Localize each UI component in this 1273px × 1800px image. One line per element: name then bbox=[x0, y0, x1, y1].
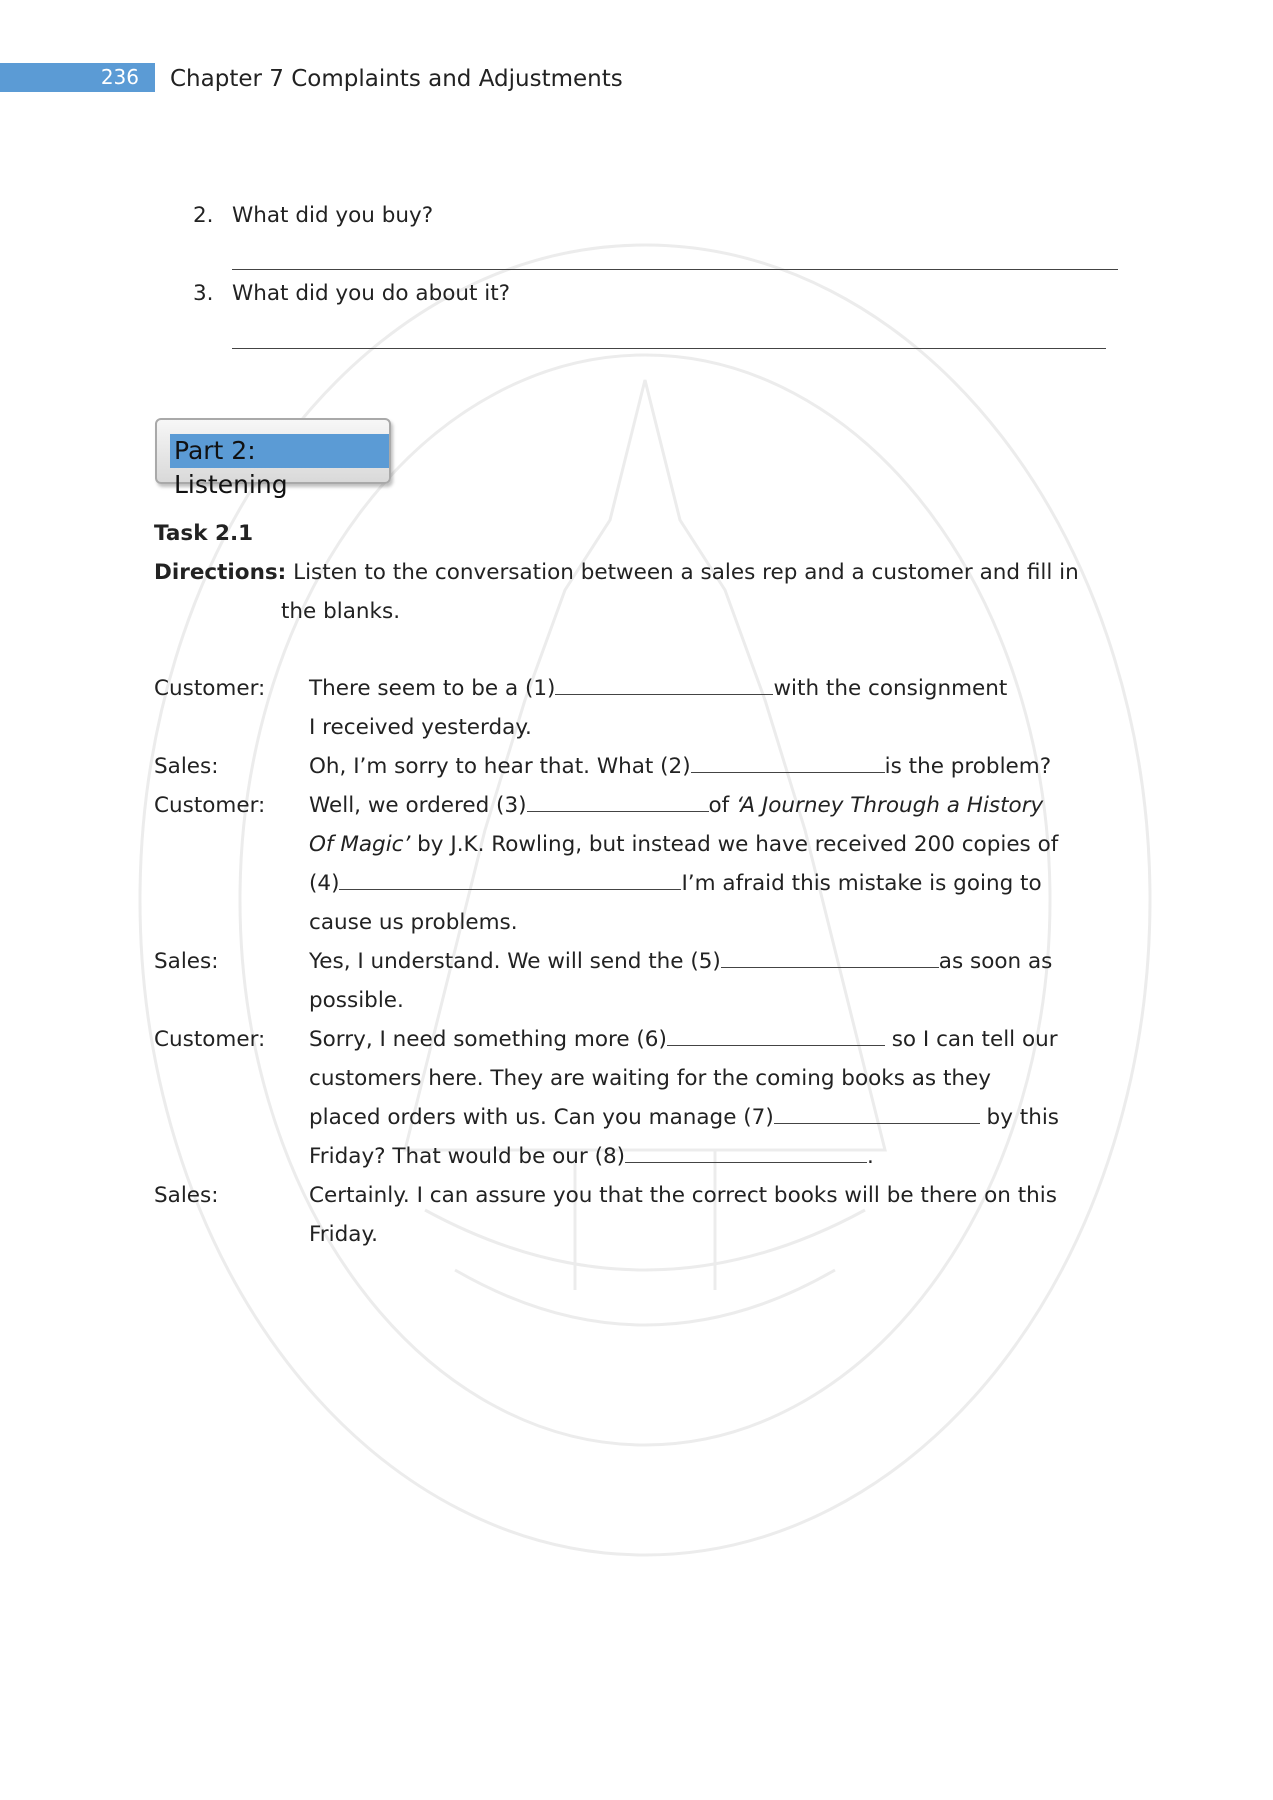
blank-2[interactable] bbox=[691, 748, 885, 773]
directions-label: Directions: bbox=[154, 560, 287, 585]
dialogue-text: There seem to be a (1) bbox=[309, 676, 556, 701]
dialogue-row bbox=[0, 1021, 1273, 1059]
book-title: ‘A Journey Through a History bbox=[736, 793, 1044, 818]
dialogue-row bbox=[0, 709, 1273, 747]
blank-8[interactable] bbox=[625, 1138, 867, 1163]
dialogue-text: is the problem? bbox=[884, 754, 1052, 779]
dialogue-text: Friday? That would be our (8) bbox=[309, 1144, 626, 1169]
dialogue-row bbox=[0, 1060, 1273, 1098]
dialogue-row bbox=[0, 787, 1273, 825]
book-title: Of Magic’ bbox=[309, 832, 411, 857]
question-text: What did you do about it? bbox=[232, 281, 511, 306]
blank-3[interactable] bbox=[527, 787, 709, 812]
dialogue-text: by this bbox=[979, 1105, 1059, 1130]
directions bbox=[154, 560, 1079, 585]
blank-7[interactable] bbox=[774, 1099, 980, 1124]
dialogue-row bbox=[0, 904, 1273, 942]
task-title: Task 2.1 bbox=[154, 521, 254, 546]
dialogue-row bbox=[0, 1099, 1273, 1137]
dialogue-text: (4) bbox=[309, 871, 340, 896]
part-heading: Part 2: Listening bbox=[170, 434, 389, 468]
dialogue-text: so I can tell our bbox=[884, 1027, 1058, 1052]
dialogue-text: customers here. They are waiting for the coming books as they bbox=[309, 1066, 991, 1091]
dialogue-row bbox=[0, 748, 1273, 786]
speaker-label: Customer: bbox=[154, 1027, 266, 1052]
dialogue-row bbox=[0, 1138, 1273, 1176]
dialogue-row bbox=[0, 1177, 1273, 1215]
dialogue-row bbox=[0, 943, 1273, 981]
directions-text: Listen to the conversation between a sales rep and a customer and fill in bbox=[293, 560, 1079, 585]
blank-6[interactable] bbox=[667, 1021, 885, 1046]
question-text: What did you buy? bbox=[232, 203, 434, 228]
dialogue-text: I’m afraid this mistake is going to bbox=[681, 871, 1042, 896]
question-number: 3. bbox=[193, 281, 214, 306]
dialogue-text: of bbox=[708, 793, 737, 818]
part-heading-box bbox=[155, 418, 391, 499]
dialogue-text: Well, we ordered (3) bbox=[309, 793, 527, 818]
answer-line[interactable] bbox=[232, 269, 1118, 270]
speaker-label: Customer: bbox=[154, 676, 266, 701]
dialogue-text: Yes, I understand. We will send the (5) bbox=[309, 949, 721, 974]
dialogue-text: Friday. bbox=[309, 1222, 378, 1247]
dialogue-row bbox=[0, 982, 1273, 1020]
dialogue-text: with the consignment bbox=[773, 676, 1008, 701]
dialogue-text: I received yesterday. bbox=[309, 715, 532, 740]
dialogue-row bbox=[0, 1216, 1273, 1254]
dialogue-text: Certainly. I can assure you that the correct books will be there on this bbox=[309, 1183, 1057, 1208]
blank-4[interactable] bbox=[339, 865, 681, 890]
dialogue-text: Oh, I’m sorry to hear that. What (2) bbox=[309, 754, 691, 779]
speaker-label: Sales: bbox=[154, 1183, 219, 1208]
blank-1[interactable] bbox=[555, 670, 773, 695]
question-number: 2. bbox=[193, 203, 214, 228]
chapter-title: Chapter 7 Complaints and Adjustments bbox=[170, 66, 623, 92]
dialogue-text: by J.K. Rowling, but instead we have received 200 copies of bbox=[410, 832, 1059, 857]
answer-line[interactable] bbox=[232, 348, 1106, 349]
dialogue-row bbox=[0, 826, 1273, 864]
speaker-label: Customer: bbox=[154, 793, 266, 818]
dialogue-text: placed orders with us. Can you manage (7) bbox=[309, 1105, 774, 1130]
dialogue-text: cause us problems. bbox=[309, 910, 518, 935]
page-number: 236 bbox=[0, 63, 155, 92]
dialogue-text: Sorry, I need something more (6) bbox=[309, 1027, 667, 1052]
speaker-label: Sales: bbox=[154, 949, 219, 974]
directions-text-cont: the blanks. bbox=[281, 599, 401, 624]
blank-5[interactable] bbox=[721, 943, 939, 968]
dialogue-text: possible. bbox=[309, 988, 404, 1013]
dialogue-row bbox=[0, 865, 1273, 903]
dialogue-text: . bbox=[867, 1144, 874, 1169]
dialogue-text: as soon as bbox=[938, 949, 1053, 974]
speaker-label: Sales: bbox=[154, 754, 219, 779]
dialogue-row bbox=[0, 670, 1273, 708]
